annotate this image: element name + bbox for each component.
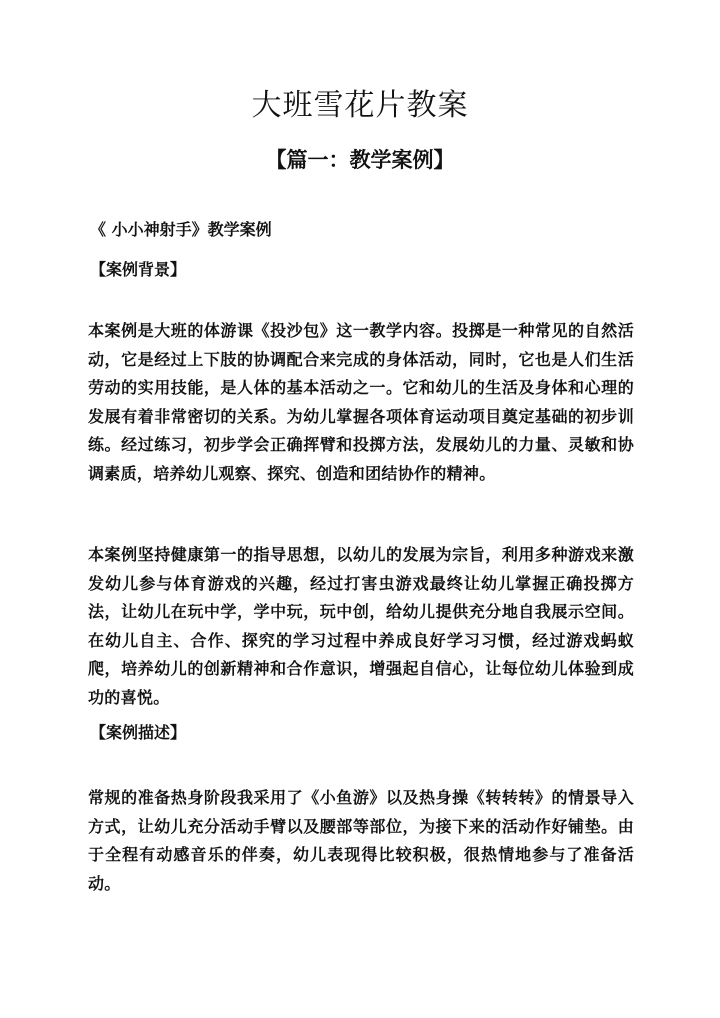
paragraph-background: 本案例是大班的体游课《投沙包》这一教学内容。投掷是一种常见的自然活动，它是经过上下肢的协调配合来完成的身体活动，同时，它也是人们生活劳动的实用技能，是人体的基本活动之一。它和幼儿的生活及身体和心理的发展有着非常密切的关系。为幼儿掌握各项体育运动项目奠定基础的初步训练。经过练习，初步学会正确挥臂和投掷方法，发展幼儿的力量、灵敏和协调素质，培养幼儿观察、探究、创造和团结协作的精神。 <box>88 321 634 483</box>
case-title: 《 小小神射手》教学案例 <box>90 220 272 239</box>
document-title: 大班雪花片教案 <box>251 88 469 123</box>
background-heading: 【案例背景】 <box>90 260 187 279</box>
paragraph-description: 常规的准备热身阶段我采用了《小鱼游》以及热身操《转转转》的情景导入方式，让幼儿充分活动手臂以及腰部等部位，为接下来的活动作好铺垫。由于全程有动感音乐的伴奏，幼儿表现得比较积极，很热情地参与了准备活动。 <box>88 788 634 893</box>
section-subtitle: 【篇一：教学案例】 <box>265 147 455 172</box>
description-heading: 【案例描述】 <box>90 723 187 742</box>
paragraph-guiding-idea: 本案例坚持健康第一的指导思想，以幼儿的发展为宗旨，利用多种游戏来激发幼儿参与体育游戏的兴趣，经过打害虫游戏最终让幼儿掌握正确投掷方法，让幼儿在玩中学，学中玩，玩中创，给幼儿提供充分地自我展示空间。在幼儿自主、合作、探究的学习过程中养成良好学习习惯，经过游戏蚂蚁爬，培养幼儿的创新精神和合作意识，增强起自信心，让每位幼儿体验到成功的喜悦。 <box>88 545 634 707</box>
